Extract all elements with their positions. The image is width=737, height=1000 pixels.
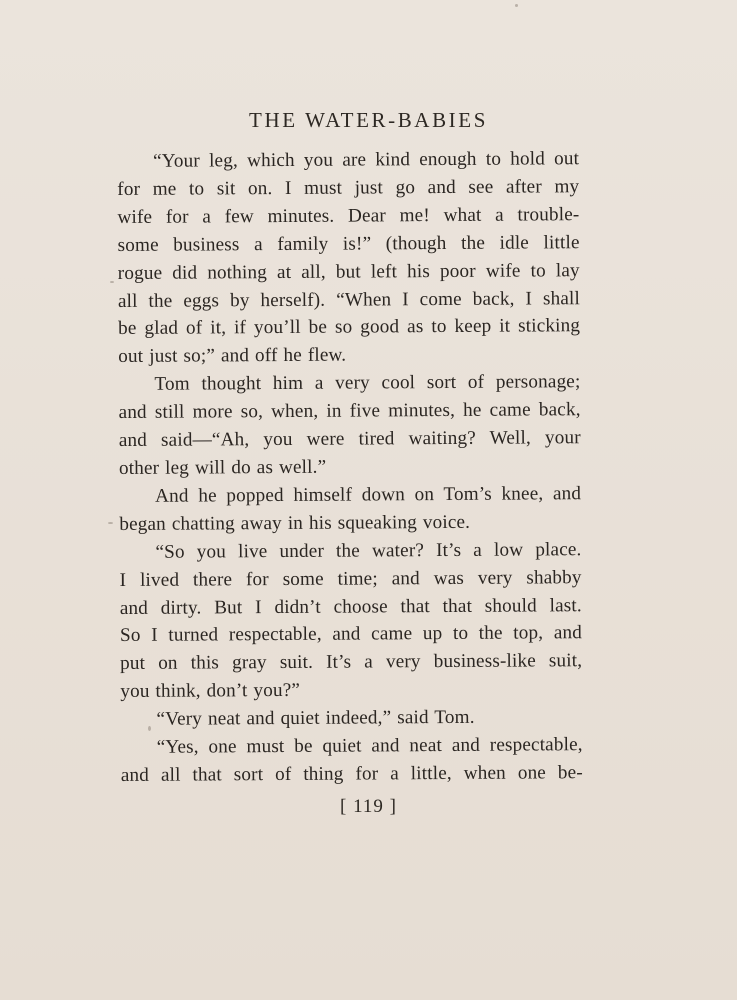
paper-speck [110, 281, 114, 283]
text-line: other leg will do as well.” [118, 456, 327, 479]
text-line: wife for a few minutes. Dear me! what a trouble- [117, 203, 580, 228]
text-line: out just so;” and off he flew. [118, 344, 347, 368]
running-head: THE WATER-BABIES [249, 108, 488, 132]
text-line: and all that sort of thing for a little, when one be- [120, 762, 583, 786]
text-line: for me to sit on. I must just go and see after my [117, 176, 580, 200]
text-line: and still more so, when, in five minutes, he came back, [118, 399, 581, 424]
text-line: Tom thought him a very cool sort of personage; [154, 371, 581, 396]
text-line: “So you live under the water? It’s a low place. [155, 538, 582, 563]
text-line: began chatting away in his squeaking voice. [119, 511, 471, 535]
page-number: [ 119 ] [340, 796, 397, 817]
text-line: So I turned respectable, and came up to the top, and [119, 622, 583, 647]
text-line: be glad of it, if you’ll be so good as to keep it sticking [118, 315, 581, 340]
paper-speck [515, 4, 518, 7]
text-line: you think, don’t you?” [120, 680, 301, 703]
text-line: put on this gray suit. It’s a very business-like suit, [120, 650, 583, 675]
text-line: “Your leg, which you are kind enough to hold out [153, 148, 580, 172]
text-line: all the eggs by herself). “When I come back, I shall [117, 287, 580, 312]
text-line: And he popped himself down on Tom’s knee, and [155, 483, 582, 507]
text-line: I lived there for some time; and was very shabby [119, 566, 582, 591]
text-line: and said—“Ah, you were tired waiting? Well, your [118, 427, 581, 452]
text-line: “Yes, one must be quiet and neat and respectable, [156, 734, 583, 758]
text-line: rogue did nothing at all, but left his poor wife to lay [117, 259, 580, 284]
paper-speck [148, 726, 151, 731]
text-line: “Very neat and quiet indeed,” said Tom. [156, 706, 475, 730]
paper-speck [108, 522, 113, 524]
text-line: and dirty. But I didn’t choose that that should last. [119, 594, 582, 619]
body-text [117, 145, 583, 790]
text-line: some business a family is!” (though the idle little [117, 231, 580, 256]
